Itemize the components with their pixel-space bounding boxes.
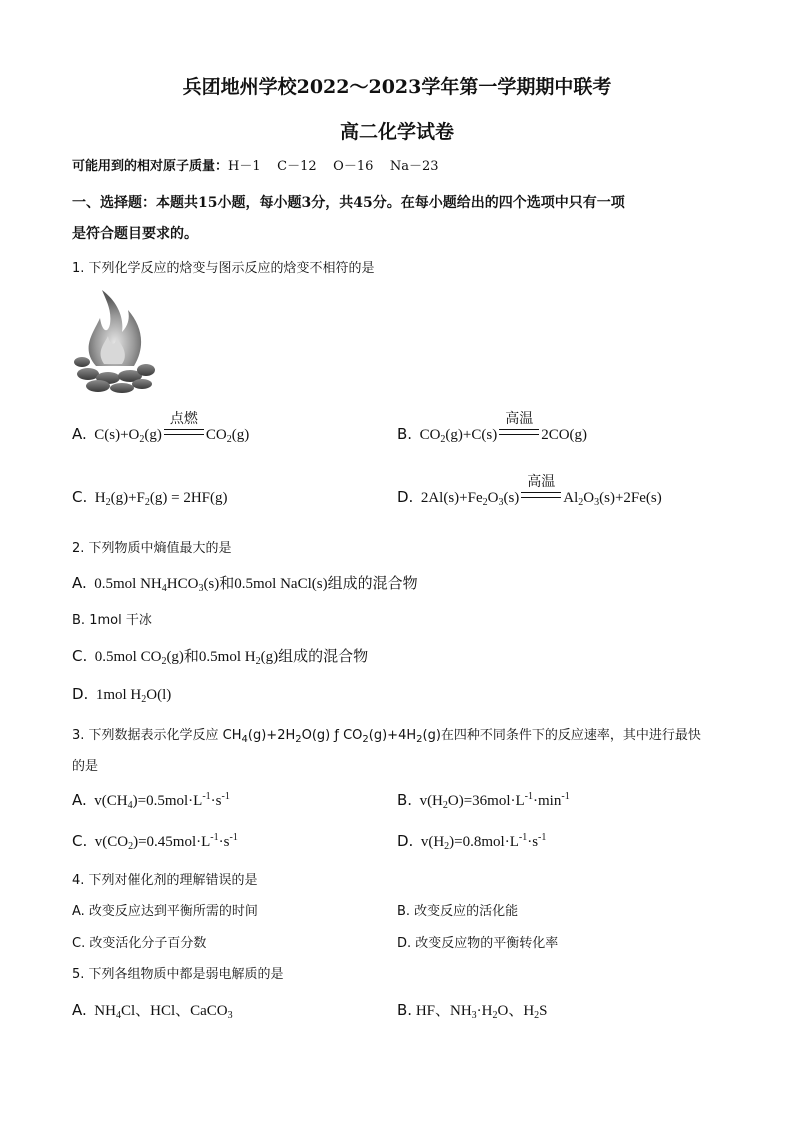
- q3-option-d[interactable]: [397, 832, 546, 851]
- option-text: HCO: [166, 576, 199, 592]
- q3-stem-part: (g)在四种不同条件下的反应速率，其中进行最快: [422, 728, 701, 743]
- equation-lhs: C(s)+O: [94, 427, 140, 443]
- atomic-masses-label: 可能用到的相对原子质量：: [72, 159, 229, 174]
- option-letter: A.: [72, 791, 87, 809]
- option-text: )=0.45mol·L: [133, 834, 211, 850]
- q3-stem-cont: 的是: [72, 759, 99, 774]
- q3-stem-part: (g)+2H: [247, 728, 296, 743]
- section-1-heading-cont: 是符合题目要求的。: [72, 226, 198, 242]
- option-text: S: [539, 1003, 548, 1019]
- q1-option-b[interactable]: [397, 411, 588, 445]
- option-text: NH: [94, 1003, 116, 1019]
- condition-label: 高温: [527, 474, 556, 490]
- equation-rhs: CO: [205, 427, 227, 443]
- option-text: Cl、HCl、CaCO: [120, 1003, 228, 1019]
- equation-lhs: 2Al(s)+Fe: [420, 490, 483, 506]
- q2-option-a[interactable]: [72, 572, 418, 593]
- subscript: 2: [226, 434, 232, 445]
- option-text: ·H: [476, 1003, 493, 1019]
- q1-option-d[interactable]: [397, 474, 662, 508]
- option-text: )=0.5mol·L: [132, 793, 203, 809]
- reaction-condition: [519, 474, 563, 507]
- exam-title: 兵团地州学校2022～2023学年第一学期期中联考: [182, 76, 612, 98]
- subscript: 4: [115, 1010, 121, 1021]
- q3-stem-part: (g)+4H: [368, 728, 417, 743]
- q3-option-c[interactable]: [72, 832, 238, 851]
- q4-stem: 4. 下列对催化剂的理解错误的是: [72, 873, 258, 888]
- equation-rhs: 2CO(g): [541, 427, 588, 443]
- superscript: -1: [210, 832, 219, 843]
- condition-label: 点燃: [169, 411, 198, 427]
- subscript: 2: [442, 800, 448, 811]
- subscript: 2: [362, 734, 369, 745]
- atomic-masses-values: H－1 C－12 O－16 Na－23: [228, 159, 439, 174]
- option-text: v(H: [420, 834, 445, 850]
- q2-option-b[interactable]: [72, 609, 152, 628]
- option-letter: D.: [72, 685, 89, 703]
- superscript: -1: [221, 791, 230, 802]
- option-text: )=0.8mol·L: [449, 834, 519, 850]
- equation-lhs-cont: (s): [503, 490, 520, 506]
- option-letter: C.: [72, 647, 88, 665]
- subscript: 3: [498, 497, 504, 508]
- reaction-condition: [162, 411, 206, 444]
- q4-option-c[interactable]: C. 改变活化分子百分数: [72, 936, 207, 951]
- option-letter: B.: [397, 791, 413, 809]
- subscript: 3: [227, 1010, 233, 1021]
- equation-lhs-cont: O: [487, 490, 499, 506]
- option-text: v(H: [419, 793, 443, 809]
- option-text: v(CO: [94, 834, 129, 850]
- option-letter: B.: [397, 1001, 413, 1019]
- exam-subtitle: 高二化学试卷: [339, 121, 454, 143]
- subscript: 4: [241, 734, 248, 745]
- q1-option-c[interactable]: [72, 488, 228, 507]
- subscript: 3: [198, 583, 204, 594]
- option-letter: A.: [72, 425, 87, 443]
- atomic-masses: [72, 155, 439, 174]
- q2-option-d[interactable]: [72, 685, 171, 704]
- condition-label: 高温: [505, 411, 534, 427]
- subscript: 2: [128, 841, 134, 852]
- q1-stem: 1. 下列化学反应的焓变与图示反应的焓变不相符的是: [72, 261, 375, 276]
- q3-stem-part: 3. 下列数据表示化学反应 CH: [72, 728, 242, 743]
- option-text: ·s: [218, 834, 230, 850]
- option-letter: C.: [72, 832, 88, 850]
- option-text: O、H: [497, 1003, 535, 1019]
- q4-option-a[interactable]: A. 改变反应达到平衡所需的时间: [72, 904, 258, 919]
- option-text: HF、NH: [415, 1003, 472, 1019]
- subscript: 4: [161, 583, 167, 594]
- subscript: 2: [161, 656, 167, 667]
- q3-stem-part: O(g) ƒ CO: [301, 728, 363, 743]
- subscript: 2: [440, 434, 446, 445]
- superscript: -1: [229, 832, 238, 843]
- subscript: 2: [139, 434, 145, 445]
- subscript: 2: [492, 1010, 498, 1021]
- subscript: 2: [255, 656, 261, 667]
- equation-lhs-cont: (g)+C(s): [445, 427, 498, 443]
- equation-rhs-cont: (s)+2Fe(s): [599, 490, 662, 506]
- equation-lhs: CO: [419, 427, 441, 443]
- option-letter: D.: [397, 832, 414, 850]
- superscript: -1: [561, 791, 570, 802]
- campfire-icon: [72, 288, 156, 394]
- option-text: (g)和0.5mol H: [166, 649, 256, 665]
- q5-option-b[interactable]: [397, 999, 548, 1020]
- option-text: 0.5mol CO: [94, 649, 162, 665]
- option-text: ·s: [210, 793, 222, 809]
- q4-option-d[interactable]: D. 改变反应物的平衡转化率: [397, 936, 559, 951]
- subscript: 3: [594, 497, 600, 508]
- q1-option-a[interactable]: [72, 411, 250, 445]
- subscript: 2: [144, 497, 150, 508]
- equation-part: (g) = 2HF(g): [149, 490, 228, 506]
- equals-bar: [499, 429, 539, 435]
- q2-stem: 2. 下列物质中熵值最大的是: [72, 541, 232, 556]
- equation-part: (g)+F: [110, 490, 145, 506]
- superscript: -1: [202, 791, 211, 802]
- superscript: -1: [524, 791, 534, 802]
- subscript: 4: [127, 800, 133, 811]
- reaction-condition: [497, 411, 541, 444]
- q5-option-a[interactable]: [72, 999, 233, 1020]
- option-text: (g)组成的混合物: [260, 649, 369, 665]
- subscript: 2: [295, 734, 302, 745]
- subscript: 2: [416, 734, 423, 745]
- equation-lhs-cont: (g): [144, 427, 162, 443]
- subscript: 2: [105, 497, 111, 508]
- equation-part: H: [94, 490, 106, 506]
- option-text: 0.5mol NH: [94, 576, 162, 592]
- superscript: -1: [538, 832, 547, 843]
- option-text: (s)和0.5mol NaCl(s)组成的混合物: [203, 576, 418, 592]
- superscript: -1: [518, 832, 528, 843]
- option-letter: C.: [72, 488, 88, 506]
- option-letter: A.: [72, 1001, 87, 1019]
- option-text: ·s: [527, 834, 539, 850]
- option-letter: B.: [397, 425, 413, 443]
- option-letter: B.: [72, 613, 86, 628]
- q5-stem: 5. 下列各组物质中都是弱电解质的是: [72, 967, 284, 982]
- equation-rhs-cont: (g): [231, 427, 250, 443]
- subscript: 2: [444, 841, 450, 852]
- equals-bar: [164, 429, 204, 435]
- option-text: 1mol H: [95, 687, 142, 703]
- equation-rhs-cont: O: [583, 490, 595, 506]
- q4-option-b[interactable]: B. 改变反应的活化能: [397, 904, 519, 919]
- option-text: O)=36mol·L: [447, 793, 525, 809]
- subscript: 2: [534, 1010, 540, 1021]
- equals-bar: [521, 492, 561, 498]
- option-text: 1mol 干冰: [89, 613, 152, 628]
- option-text: v(CH: [94, 793, 128, 809]
- subscript: 2: [578, 497, 584, 508]
- option-text: O(l): [146, 687, 172, 703]
- option-letter: A.: [72, 574, 87, 592]
- q2-option-c[interactable]: [72, 645, 368, 666]
- option-text: ·min: [533, 793, 562, 809]
- subscript: 2: [482, 497, 488, 508]
- equation-rhs: Al: [563, 490, 579, 506]
- q3-option-b[interactable]: [397, 791, 570, 810]
- subscript: 2: [141, 694, 147, 705]
- subscript: 3: [471, 1010, 477, 1021]
- q3-option-a[interactable]: [72, 791, 230, 810]
- option-letter: D.: [397, 488, 414, 506]
- section-1-heading: 一、选择题：本题共15小题，每小题3分，共45分。在每小题给出的四个选项中只有一项: [72, 195, 625, 211]
- q3-stem: [72, 724, 701, 743]
